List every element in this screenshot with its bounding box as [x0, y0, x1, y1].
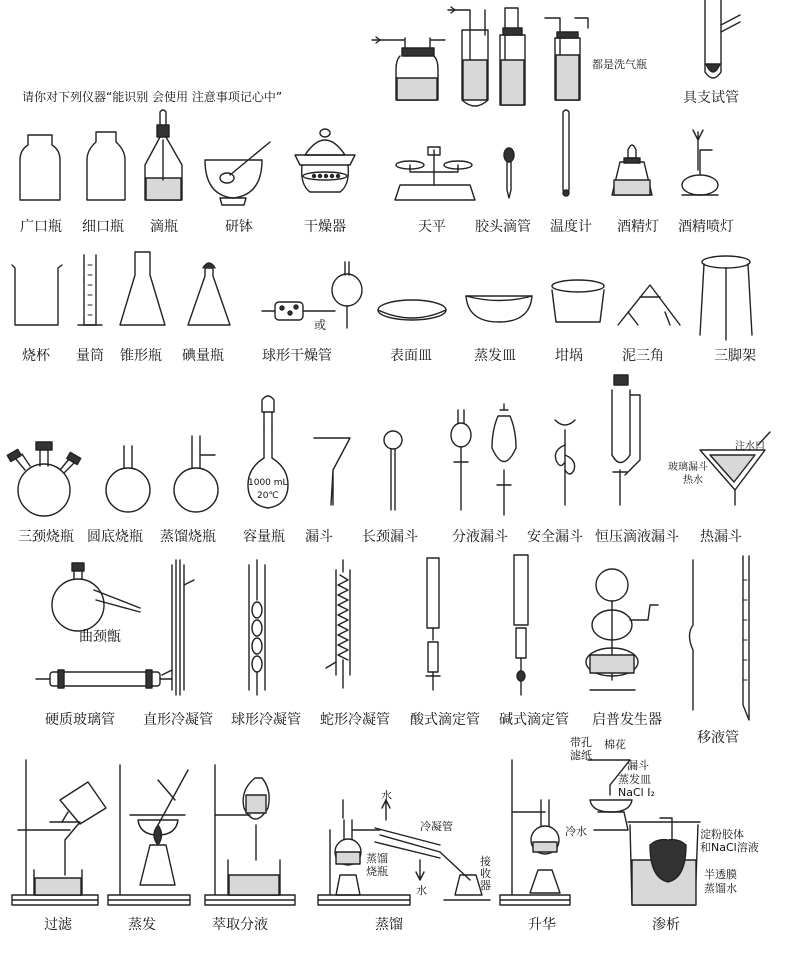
- label-dropper-bottle: 滴瓶: [150, 219, 178, 235]
- label-coil-condenser: 蛇形冷凝管: [320, 712, 390, 728]
- label-base-burette: 碱式滴定管: [499, 712, 569, 728]
- hot-funnel-inlet: 注水口: [735, 441, 765, 452]
- label-round-flask: 圆底烧瓶: [87, 529, 143, 545]
- bulb-condenser: [249, 560, 265, 695]
- branched-test-tube: [705, 0, 740, 78]
- three-neck-flask: [7, 442, 80, 516]
- dialysis-setup: [628, 818, 700, 905]
- sub-cold-label: 冷水: [565, 825, 587, 838]
- round-bottom-flask: [106, 446, 150, 512]
- label-alcohol-lamp: 酒精灯: [617, 219, 659, 235]
- vol-flask-text-1: 1000 mL: [248, 478, 288, 488]
- thermometer: [563, 110, 569, 196]
- crucible: [552, 280, 604, 322]
- label-straight-condenser: 直形冷凝管: [143, 712, 213, 728]
- label-iodine-flask: 碘量瓶: [182, 348, 224, 364]
- desiccator: [295, 129, 355, 192]
- dropper-bottle: [145, 110, 182, 200]
- label-bulb-condenser: 球形冷凝管: [231, 712, 301, 728]
- drying-tube-bulb: [332, 262, 362, 328]
- label-hot-funnel: 热漏斗: [700, 529, 742, 545]
- kipp-generator: [586, 569, 658, 690]
- gas-washing-bottle-1: [372, 37, 445, 100]
- straight-condenser: [162, 560, 194, 695]
- label-wide-bottle: 广口瓶: [20, 219, 62, 235]
- separatory-funnel-2: [492, 404, 516, 515]
- label-tripod: 三脚架: [714, 348, 756, 364]
- label-pipette: 移液管: [697, 730, 739, 746]
- coil-condenser: [326, 560, 350, 688]
- graduated-pipette: [743, 556, 749, 720]
- hard-glass-tube: [36, 670, 172, 688]
- label-drying-tube: 球形干燥管: [262, 348, 332, 364]
- label-watch-glass: 表面皿: [390, 348, 432, 364]
- dia-colloid-label: 淀粉胶体 和NaCl溶液: [700, 828, 759, 854]
- gas-washing-bottle-4: [545, 18, 588, 100]
- label-evaporation: 蒸发: [128, 917, 156, 933]
- label-desiccator: 干燥器: [304, 219, 346, 235]
- conical-flask: [120, 252, 165, 325]
- mortar-pestle: [205, 142, 270, 205]
- balance: [395, 147, 475, 200]
- label-kipp: 启普发生器: [592, 712, 662, 728]
- label-thermometer: 温度计: [550, 219, 592, 235]
- label-crucible: 坩埚: [555, 348, 583, 364]
- label-or: 或: [314, 318, 327, 332]
- dist-water-bottom: 水: [416, 884, 427, 897]
- label-evaporating-dish: 蒸发皿: [474, 348, 516, 364]
- distilling-flask: [174, 436, 218, 512]
- label-narrow-bottle: 细口瓶: [82, 219, 124, 235]
- sub-paper-label: 带孔 滤纸: [570, 736, 592, 762]
- label-dialysis: 渗析: [652, 917, 680, 933]
- label-erlenmeyer: 锥形瓶: [120, 348, 162, 364]
- label-distilling-flask: 蒸馏烧瓶: [160, 529, 216, 545]
- label-pressure-funnel: 恒压滴液漏斗: [595, 529, 679, 545]
- dist-condenser-label: 冷凝管: [420, 820, 453, 833]
- narrow-mouth-bottle: [87, 132, 125, 200]
- rubber-dropper: [504, 148, 514, 198]
- label-sublimation: 升华: [528, 917, 556, 933]
- dist-flask-label: 蒸馏 烧瓶: [366, 852, 388, 878]
- sub-funnel-label: 漏斗: [627, 759, 649, 772]
- filtration-setup: [12, 760, 106, 905]
- label-hard-glass-tube: 硬质玻璃管: [45, 712, 115, 728]
- evaporating-dish: [466, 296, 532, 322]
- hot-funnel-glass: 玻璃漏斗: [668, 462, 708, 473]
- vol-flask-text-2: 20℃: [257, 491, 279, 501]
- sub-cotton-label: 棉花: [604, 738, 626, 751]
- dia-membrane-label: 半透膜: [704, 868, 737, 881]
- label-beaker: 烧杯: [22, 348, 50, 364]
- transfer-pipette: [690, 560, 694, 710]
- label-distillation: 蒸馏: [375, 917, 403, 933]
- hot-funnel-water: 热水: [683, 475, 703, 486]
- tripod: [700, 256, 752, 340]
- label-retort: 曲颈甑: [79, 629, 121, 645]
- label-separatory-funnel: 分液漏斗: [452, 529, 508, 545]
- dist-receiver-label: 接 收 器: [480, 855, 491, 892]
- safety-funnel: [555, 420, 575, 505]
- label-long-funnel: 长颈漏斗: [362, 529, 418, 545]
- label-clay-triangle: 泥三角: [622, 348, 664, 364]
- label-alcohol-blowlamp: 酒精喷灯: [678, 219, 734, 235]
- alcohol-lamp: [612, 145, 652, 195]
- pressure-equalizing-funnel: [612, 375, 640, 505]
- retort-flask: [52, 563, 140, 631]
- label-extraction: 萃取分液: [212, 917, 268, 933]
- label-funnel: 漏斗: [305, 529, 333, 545]
- base-burette: [514, 555, 528, 695]
- sub-chem-label: NaCl I₂: [618, 786, 655, 799]
- dia-water-label: 蒸馏水: [704, 882, 737, 895]
- long-neck-funnel: [384, 431, 402, 510]
- label-dropper: 胶头滴管: [475, 219, 531, 235]
- clay-triangle: [618, 285, 680, 325]
- label-acid-burette: 酸式滴定管: [410, 712, 480, 728]
- alcohol-blowlamp: [682, 130, 718, 195]
- intro-text: 请你对下列仪器“能识别 会使用 注意事项记心中”: [22, 90, 283, 104]
- evaporation-setup: [108, 765, 190, 905]
- label-three-neck-flask: 三颈烧瓶: [18, 529, 74, 545]
- label-balance: 天平: [418, 219, 446, 235]
- label-test-tube-branch: 具支试管: [683, 90, 739, 106]
- label-mortar: 研钵: [225, 219, 253, 235]
- label-volumetric-flask: 容量瓶: [243, 529, 285, 545]
- iodine-flask: [188, 263, 230, 325]
- sub-dish-label: 蒸发皿: [618, 773, 651, 786]
- gas-washing-bottle-2: [448, 7, 488, 106]
- distillation-setup: [318, 800, 490, 905]
- watch-glass: [378, 300, 446, 320]
- label-filtration: 过滤: [44, 917, 72, 933]
- label-safety-funnel: 安全漏斗: [527, 529, 583, 545]
- separatory-funnel-1: [451, 410, 471, 510]
- label-cylinder: 量筒: [76, 348, 104, 364]
- gas-washing-bottle-3: [500, 8, 525, 105]
- acid-burette: [426, 558, 440, 690]
- wide-mouth-bottle: [20, 135, 60, 200]
- wash-bottle-note: 都是洗气瓶: [592, 58, 647, 71]
- beaker-shape: [12, 265, 62, 325]
- extraction-setup: [205, 765, 295, 905]
- dist-water-top: 水: [381, 789, 392, 802]
- funnel-shape: [314, 438, 350, 505]
- measuring-cylinder: [78, 255, 102, 325]
